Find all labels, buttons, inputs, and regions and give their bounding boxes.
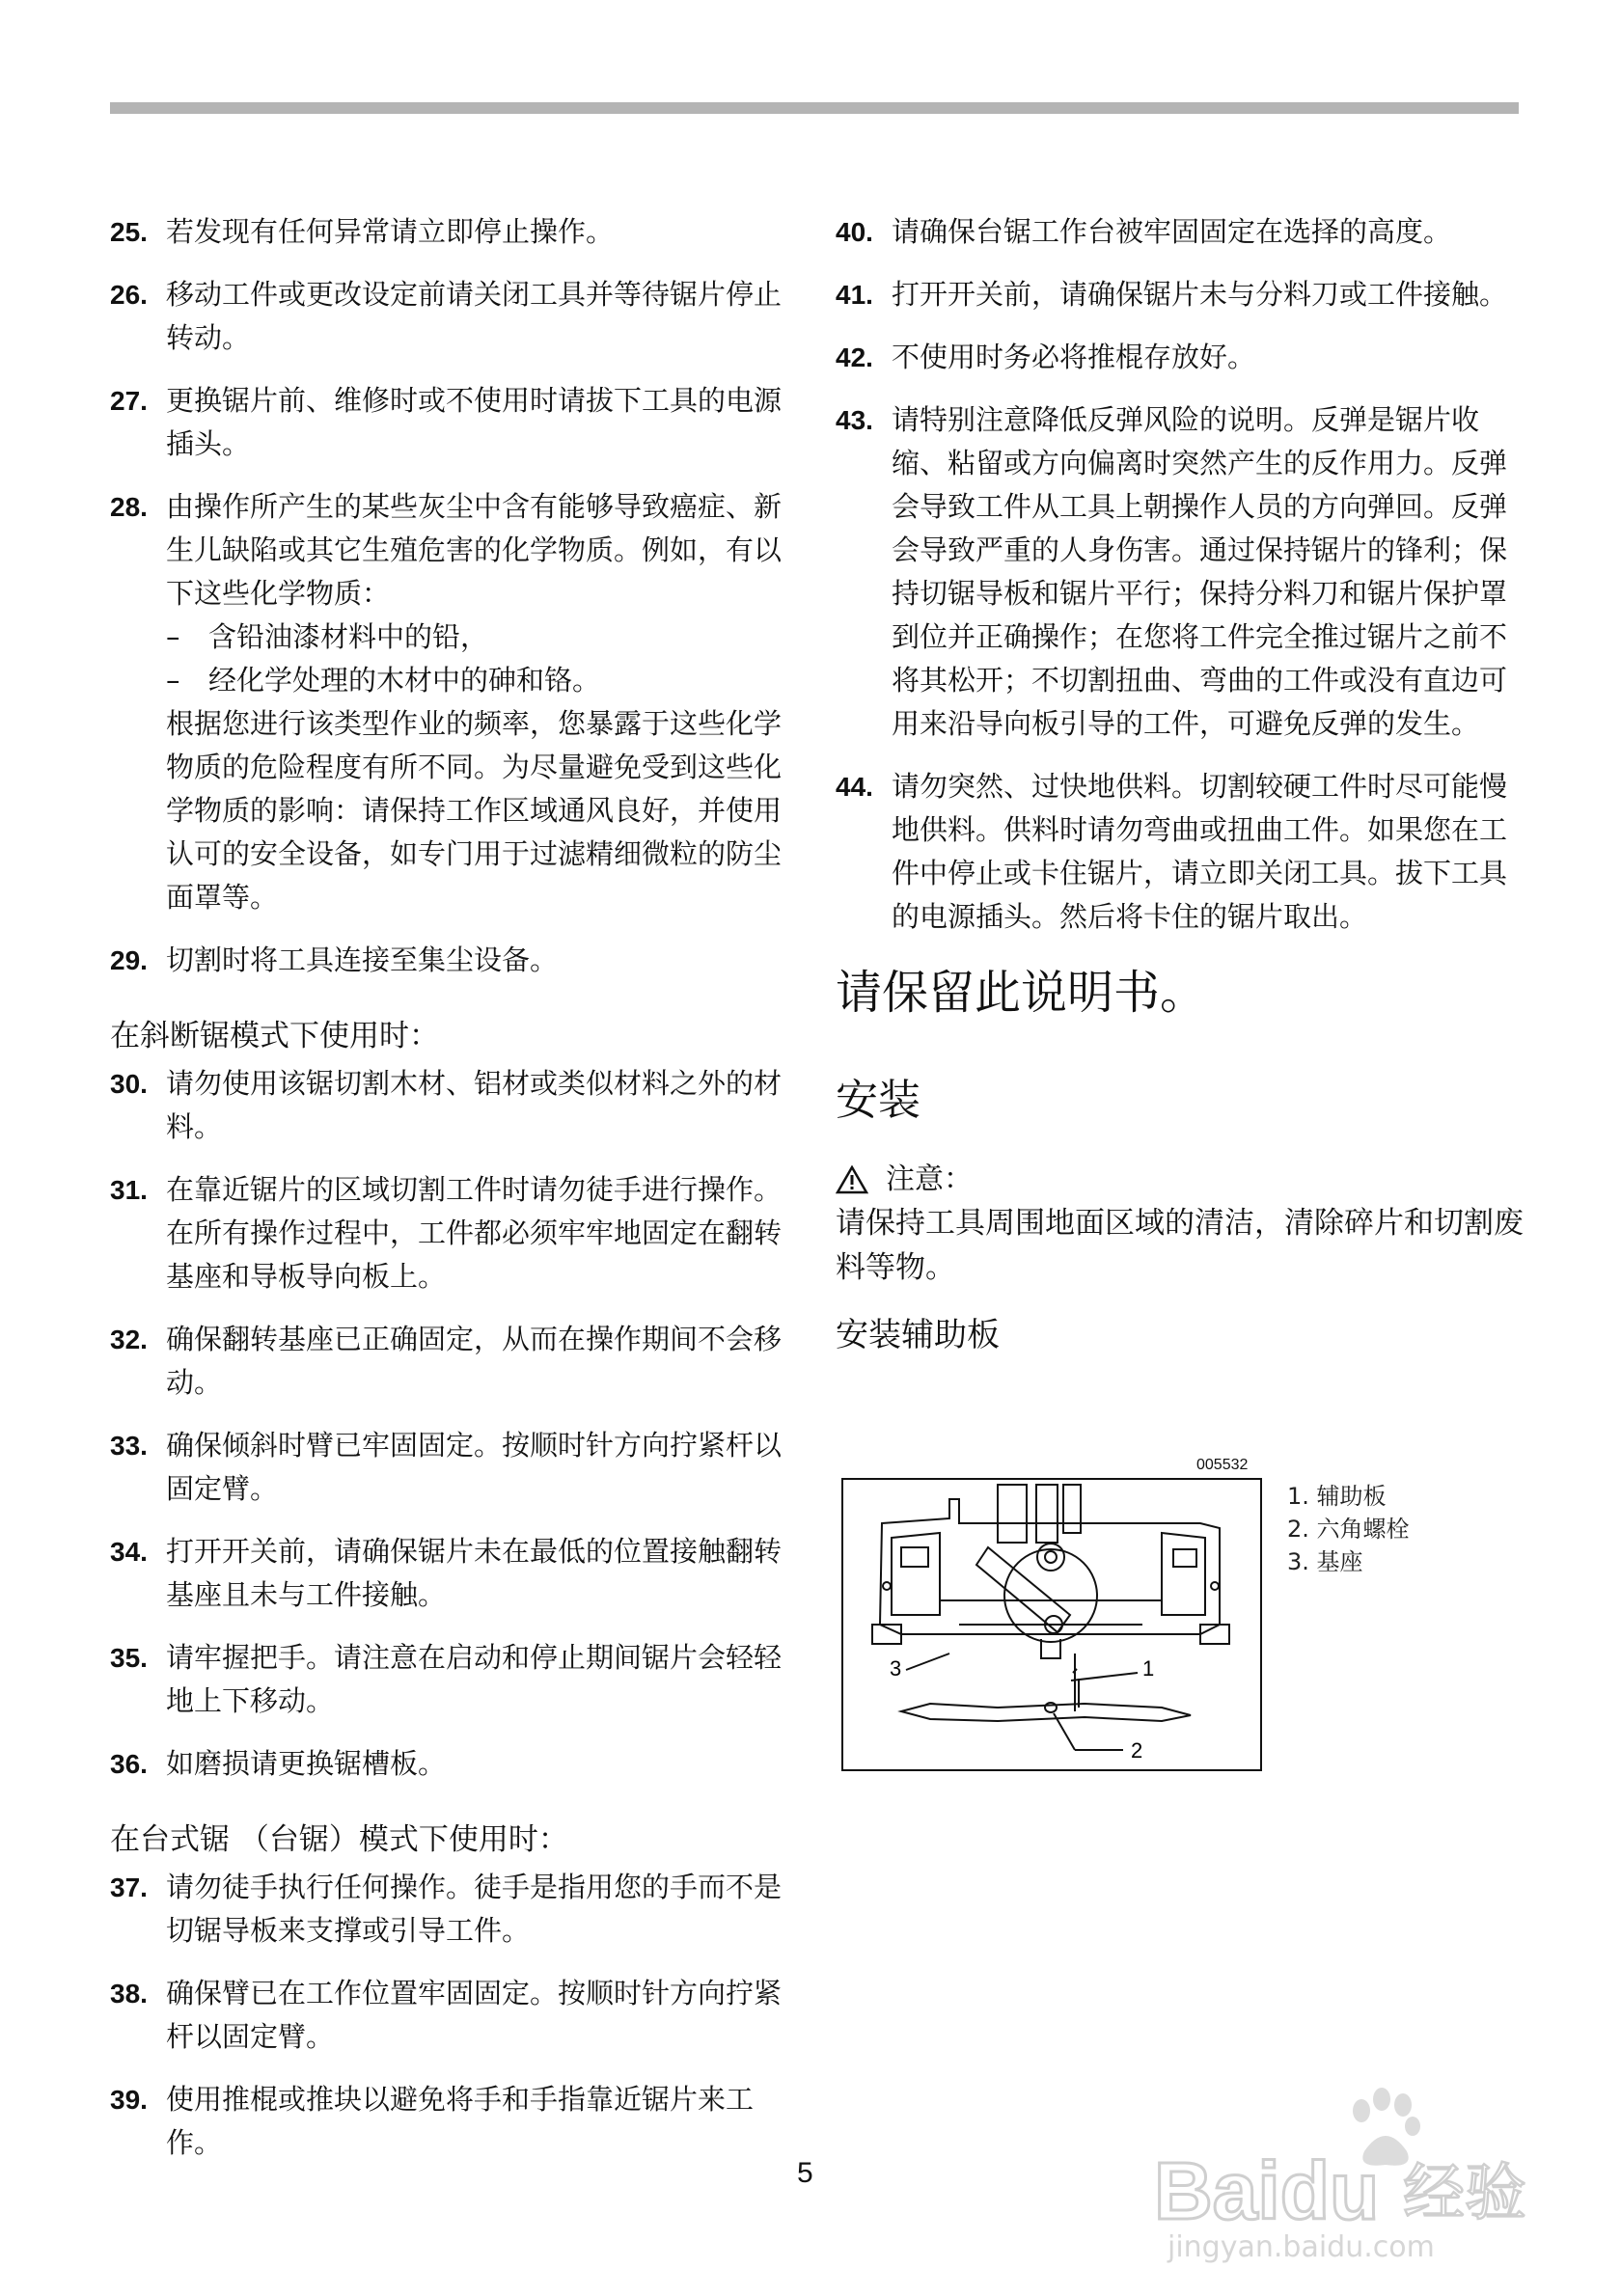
watermark-url: jingyan.baidu.com	[1168, 2230, 1435, 2264]
right-column	[836, 210, 1526, 1359]
list-item: 31. 在靠近锯片的区域切割工件时请勿徒手进行操作。在所有操作过程中，工件都必须牢牢地固定在翻转基座和导板导向板上。	[110, 1173, 783, 1293]
callout-3: 3	[890, 1656, 902, 1681]
list-item: 38. 确保臂已在工作位置牢固固定。按顺时针方向拧紧杆以固定臂。	[110, 1977, 783, 2053]
header-rule	[110, 102, 1519, 114]
list-item: 35. 请牢握把手。请注意在启动和停止期间锯片会轻轻地上下移动。	[110, 1641, 783, 1717]
callout-1: 1	[1142, 1656, 1155, 1681]
list-item: 25. 若发现有任何异常请立即停止操作。	[110, 215, 615, 248]
keep-manual-heading: 请保留此说明书。	[836, 966, 1207, 1020]
watermark-brand: Baidu	[1154, 2146, 1380, 2236]
left-column	[110, 210, 805, 2184]
saw-figure	[841, 1478, 1262, 1771]
list-item: 41. 打开开关前，请确保锯片未与分料刀或工件接触。	[836, 278, 1508, 311]
list-item: 33. 确保倾斜时臂已牢固固定。按顺时针方向拧紧杆以固定臂。	[110, 1429, 783, 1505]
install-heading: 安装	[836, 1076, 920, 1125]
list-item: 30. 请勿使用该锯切割木材、铝材或类似材料之外的材料。	[110, 1067, 783, 1143]
section-heading-table-saw: 在台式锯 （台锯）模式下使用时：	[110, 1822, 568, 1857]
list-item: 29. 切割时将工具连接至集尘设备。	[110, 943, 559, 976]
item28-outro: 根据您进行该类型作业的频率，您暴露于这些化学物质的危险程度有所不同。为尽量避免受到这些化学物质的影响：请保持工作区域通风良好，并使用认可的安全设备，如专门用于过滤精细微粒的防尘面罩等。	[166, 707, 783, 914]
list-item: 27. 更换锯片前、维修时或不使用时请拔下工具的电源插头。	[110, 384, 783, 460]
baidu-watermark-logo	[1154, 2055, 1550, 2257]
bullet-item: – 经化学处理的木材中的砷和铬。	[166, 664, 601, 697]
aux-board-heading: 安装辅助板	[836, 1316, 1000, 1354]
list-item: 44. 请勿突然、过快地供料。切割较硬工件时尽可能慢地供料。供料时请勿弯曲或扭曲工件。如果您在工件中停止或卡住锯片，请立即关闭工具。拔下工具的电源插头。然后将卡住的锯片取出。	[836, 770, 1508, 933]
list-item: 42. 不使用时务必将推棍存放好。	[836, 341, 1256, 373]
miter-saw-illustration	[843, 1480, 1260, 1769]
legend-item: 1. 辅助板	[1287, 1483, 1387, 1510]
page-number: 5	[797, 2157, 813, 2189]
bullet-item: – 含铅油漆材料中的铅，	[166, 620, 489, 653]
list-item: 36. 如磨损请更换锯槽板。	[110, 1747, 447, 1780]
list-item: 37. 请勿徒手执行任何操作。徒手是指用您的手而不是切锯导板来支撑或引导工件。	[110, 1871, 783, 1947]
list-item: 39. 使用推棍或推块以避免将手和手指靠近锯片来工作。	[110, 2083, 755, 2159]
caution-text: 请保持工具周围地面区域的清洁，清除碎片和切割废料等物。	[836, 1206, 1524, 1285]
warning-triangle-icon	[836, 1165, 868, 1194]
figure-legend	[1287, 1480, 1410, 1578]
list-item: 34. 打开开关前，请确保锯片未在最低的位置接触翻转基座且未与工件接触。	[110, 1535, 783, 1611]
list-item: 26. 移动工件或更改设定前请关闭工具并等待锯片停止转动。	[110, 278, 783, 354]
list-item: 43. 请特别注意降低反弹风险的说明。反弹是锯片收缩、粘留或方向偏离时突然产生的反作用力。反弹会导致工件从工具上朝操作人员的方向弹回。反弹会导致严重的人身伤害。通过保持锯片的锋利；保持切锯导板和锯片平行；保持分料刀和锯片保护罩到位并正确操作；在您将工件完全推过锯片之前不将其松开；不切割扭曲、弯曲的工件或没有直边可用来沿导向板引导的工件，可避免反弹的发生。	[836, 403, 1508, 740]
callout-2: 2	[1131, 1738, 1143, 1763]
section-heading-miter: 在斜断锯模式下使用时：	[110, 1019, 439, 1053]
figure-code: 005532	[1196, 1457, 1249, 1473]
legend-item: 2. 六角螺栓	[1287, 1516, 1410, 1543]
caution-label: 注意：	[836, 1159, 1526, 1201]
item28-intro: 由操作所产生的某些灰尘中含有能够导致癌症、新生儿缺陷或其它生殖危害的化学物质。例如，有以下这些化学物质：	[166, 490, 783, 610]
watermark-suffix: 经验	[1403, 2158, 1526, 2229]
list-item: 32. 确保翻转基座已正确固定，从而在操作期间不会移动。	[110, 1323, 783, 1399]
list-item: 40. 请确保台锯工作台被牢固固定在选择的高度。	[836, 215, 1452, 248]
list-item-28: 28. 由操作所产生的某些灰尘中含有能够导致癌症、新生儿缺陷或其它生殖危害的化学物质。例如，有以下这些化学物质： – 含铅油漆材料中的铅， – 经化学处理的木材中的砷和铬。 根据您进行该类型作业的频率，您暴露于这些化学物质的危险程度有所不同。为尽量避免受到这些化学物质的影响：请保持工作区域通风良好，并使用认可的安全设备，如专门用于过滤精细微粒的防尘面罩等。	[110, 485, 805, 919]
legend-item: 3. 基座	[1287, 1548, 1363, 1575]
